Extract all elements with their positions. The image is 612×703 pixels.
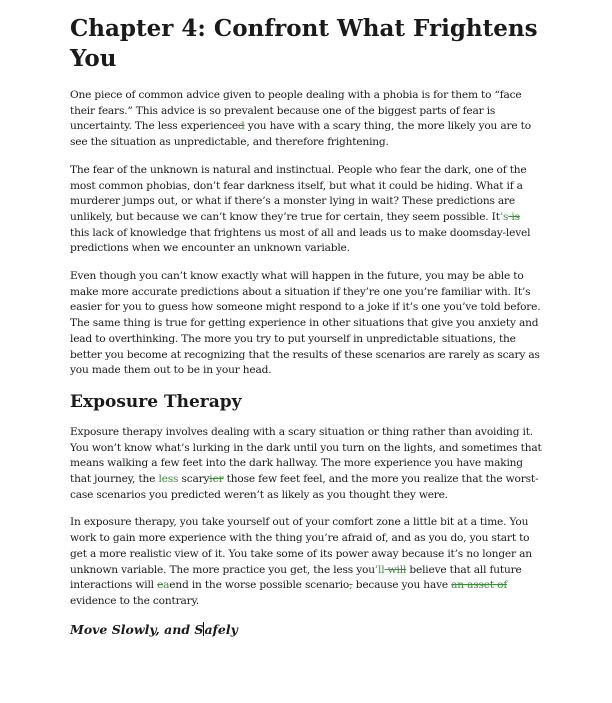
text-run: scary [178,473,210,486]
text-run: The fear of the unknown is natural and instinctual. People who fear the dark, one of the most common phobias, don’t fear darkness itself, but what it could be hiding. What if a murderer jumps out, or what if there’s a monster lying in wait? These predictions are unlikely, but because we can’t know they’re true for certain, they seem possible. It [70,163,527,223]
tracked-insertion[interactable]: less [158,473,179,486]
text-run: evidence to the contrary. [70,594,200,607]
tracked-deletion[interactable]: ; [349,579,353,592]
tracked-deletion[interactable]: is [508,210,520,223]
text-run: because you have [352,579,452,592]
document-page[interactable] [70,10,542,638]
paragraph-3: Even though you can’t know exactly what will happen in the future, you may be able to make more accurate predictions about a situation if they’re one you’re familiar with. It’s easier for you to guess how someone might respond to a joke if it’s one you’ve told before. The same thing is true for getting experience in other situations that give you anxiety and lead to overthinking. The more you try to put yourself in unpredictable situations, the better you become at recognizing that the results of these scenarios are rarely as scary as you made them out to be in your head. [70,270,541,377]
text-run: In exposure therapy, you take yourself out of your comfort zone a little bit at a time. You work to gain more experience with the thing you’re afraid of, and as you do, you start to get a more realistic view of it. You take some of its power away because it’s no longer an unknown variable. The more practice you get, the less you [70,516,532,576]
tracked-insertion[interactable]: ’s [499,210,509,223]
text-run: Move Slowly, and S [70,621,204,637]
section-heading: Exposure Therapy [70,391,242,412]
tracked-deletion[interactable]: ier [209,473,224,486]
paragraph-4 [70,425,542,504]
text-run: end in the worse possible scenario [169,579,350,592]
text-run: those few feet feel, and the more you realize that the worst-case scenarios you predicted weren’t as likely as you thought they were. [70,473,539,501]
text-run: Exposure therapy involves dealing with a scary situation or thing rather than avoiding it. You won’t know what’s lurking in the dark until you turn on the lights, and sometimes that means walking a few feet into the dark hallway. The more experience you have making that journey, the [70,425,542,486]
paragraph-1 [70,88,542,151]
tracked-deletion[interactable]: will [384,563,407,576]
text-run: afely [204,621,238,637]
paragraph-5 [70,515,542,609]
text-run: you have with a scary thing, the more likely you are to see the situation as unpredictable, and therefore frightening. [70,120,531,149]
tracked-deletion[interactable]: d [237,120,245,133]
tracked-deletion[interactable]: an asset of [451,579,508,592]
tracked-insertion[interactable]: ’ll [374,563,385,576]
text-run: believe that all future interactions will [70,563,522,592]
paragraph-2 [70,163,542,257]
tracked-insertion[interactable]: a [163,579,170,592]
subheading [70,622,542,638]
text-run: One piece of common advice given to people dealing with a phobia is for them to “face their fears.” This advice is so prevalent because one of the biggest parts of fear is uncertainty. The less experience [70,89,522,133]
chapter-title: Chapter 4: Confront What Frightens You [70,15,538,72]
tracked-deletion[interactable]: e [157,579,164,592]
text-run: this lack of knowledge that frightens us most of all and leads us to make doomsday-level predictions when we encounter an unknown variable. [70,226,531,255]
